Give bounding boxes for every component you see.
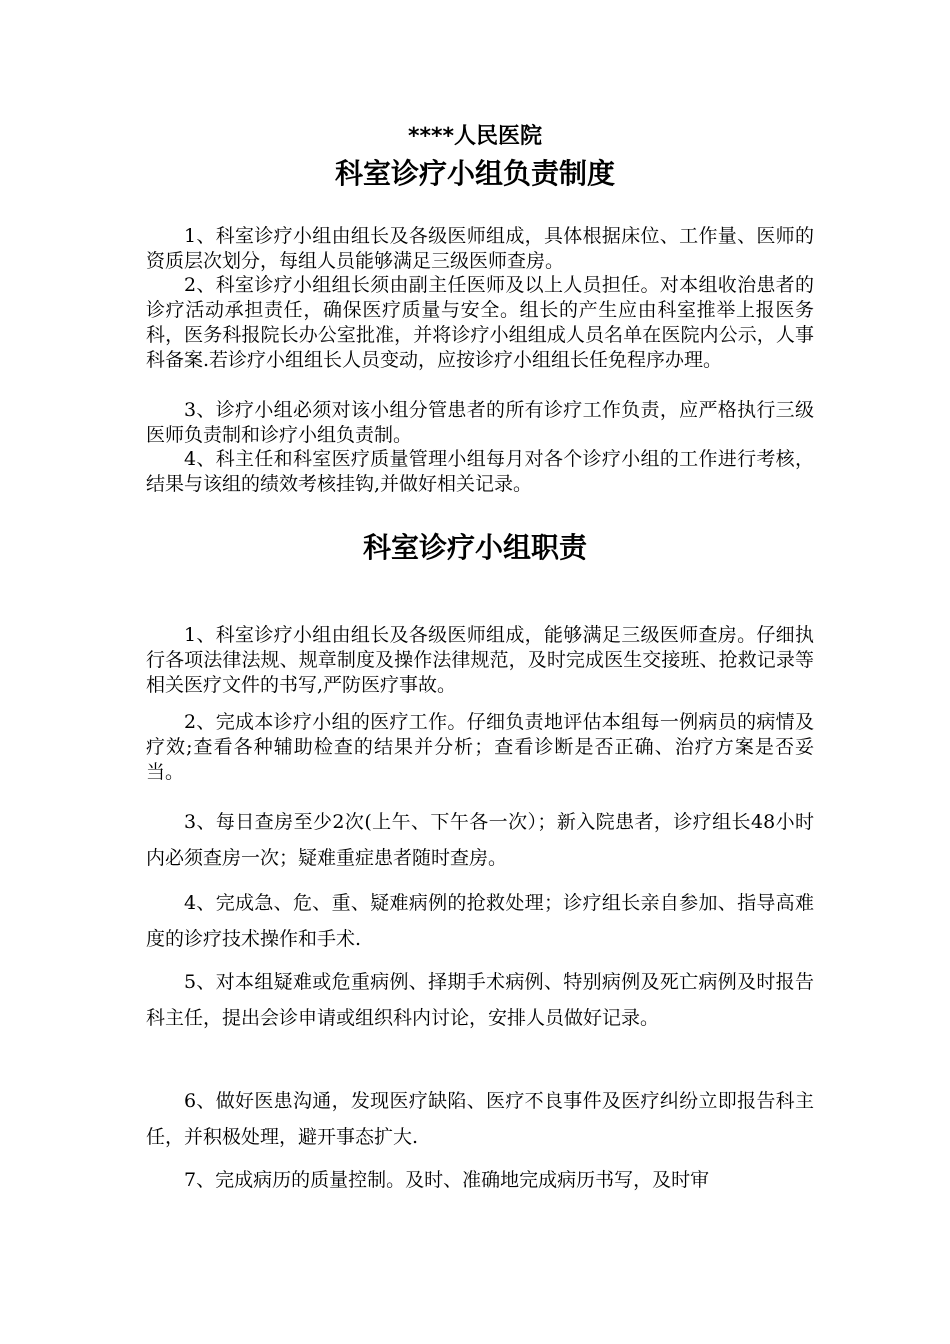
section1-paragraph-2: 2、科室诊疗小组组长须由副主任医师及以上人员担任。对本组收治患者的诊疗活动承担责任，确保医疗质量与安全。组长的产生应由科室推举上报医务科，医务科报院长办公室批准，并将诊疗小组组成人员名单在医院内公示，人事科备案.若诊疗小组组长人员变动，应按诊疗小组组长任免程序办理。 (146, 274, 814, 371)
section2-paragraph-2: 2、完成本诊疗小组的医疗工作。仔细负责地评估本组每一例病员的病情及疗效;查看各种辅助检查的结果并分析；查看诊断是否正确、治疗方案是否妥当。 (146, 711, 814, 783)
hospital-name: ****人民医院 (407, 124, 543, 149)
section2-paragraph-6: 6、做好医患沟通，发现医疗缺陷、医疗不良事件及医疗纠纷立即报告科主任，并积极处理，避开事态扩大. (146, 1090, 814, 1148)
section2-paragraph-4: 4、完成急、危、重、疑难病例的抢救处理；诊疗组长亲自参加、指导高难度的诊疗技术操作和手术. (146, 892, 814, 950)
section2-paragraph-1: 1、科室诊疗小组由组长及各级医师组成，能够满足三级医师查房。仔细执行各项法律法规、规章制度及操作法律规范，及时完成医生交接班、抢救记录等相关医疗文件的书写,严防医疗事故。 (146, 624, 814, 696)
section1-paragraph-4: 4、科主任和科室医疗质量管理小组每月对各个诊疗小组的工作进行考核，结果与该组的绩效考核挂钩,并做好相关记录。 (146, 448, 814, 495)
section1-paragraph-3: 3、诊疗小组必须对该小组分管患者的所有诊疗工作负责，应严格执行三级医师负责制和诊疗小组负责制。 (146, 399, 814, 446)
section2-paragraph-3: 3、每日查房至少2次(上午、下午各一次）；新入院患者，诊疗组长48小时内必须查房一次；疑难重症患者随时查房。 (146, 811, 814, 869)
section1-paragraph-1: 1、科室诊疗小组由组长及各级医师组成，具体根据床位、工作量、医师的资质层次划分，每组人员能够满足三级医师查房。 (146, 225, 814, 272)
section2-paragraph-7: 7、完成病历的质量控制。及时、准确地完成病历书写，及时审 (184, 1169, 710, 1191)
section1-title: 科室诊疗小组负责制度 (334, 157, 615, 190)
section2-paragraph-5: 5、对本组疑难或危重病例、择期手术病例、特别病例及死亡病例及时报告科主任，提出会诊申请或组织科内讨论，安排人员做好记录。 (146, 971, 814, 1029)
section2-title: 科室诊疗小组职责 (362, 531, 587, 564)
